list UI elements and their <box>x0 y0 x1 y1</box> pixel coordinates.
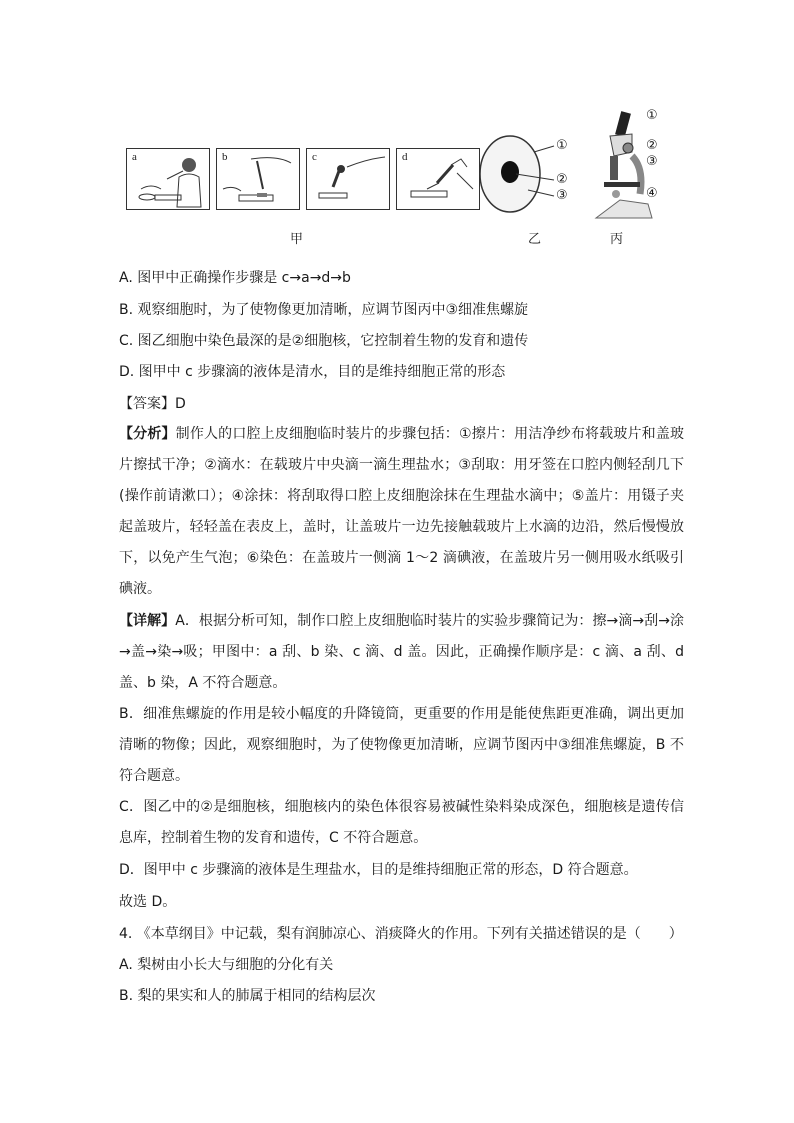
option-d: D. 图甲中 c 步骤滴的液体是清水，目的是维持细胞正常的形态 <box>119 364 506 380</box>
dropping-illustration <box>307 149 391 211</box>
detail-b: B．细准焦螺旋的作用是较小幅度的升降镜筒，更重要的作用是能使焦距更准确，调出更加清晰的物像；因此，观察细胞时，为了使物像更加清晰，应调节图丙中③细准焦螺旋，B 不符合题意。 <box>119 706 684 784</box>
cell-marker-2: ② <box>556 172 568 187</box>
staining-illustration <box>217 149 301 211</box>
analysis-tag: 【分析】 <box>119 426 176 442</box>
answer: 【答案】D <box>119 396 186 412</box>
panel-label: a <box>132 151 137 163</box>
panel-label: d <box>402 151 408 163</box>
cell-marker-1: ① <box>556 138 568 153</box>
experiment-figure <box>126 108 686 248</box>
scope-marker-3: ③ <box>646 154 658 169</box>
panel-label: b <box>222 151 228 163</box>
conclusion: 故选 D。 <box>119 894 177 910</box>
detail-a <box>119 606 684 699</box>
scraping-illustration <box>127 149 211 211</box>
panel-d <box>396 148 480 210</box>
detail-c: C．图乙中的②是细胞核，细胞核内的染色体很容易被碱性染料染成深色，细胞核是遗传信息库，控制着生物的发育和遗传，C 不符合题意。 <box>119 799 684 846</box>
option-b: B. 观察细胞时，为了使物像更加清晰，应调节图丙中③细准焦螺旋 <box>119 302 529 318</box>
caption-yi: 乙 <box>528 232 542 247</box>
detail-d: D．图甲中 c 步骤滴的液体是生理盐水，目的是维持细胞正常的形态，D 符合题意。 <box>119 862 638 878</box>
analysis-paragraph <box>119 419 684 605</box>
analysis-text: 制作人的口腔上皮细胞临时装片的步骤包括：①擦片：用洁净纱布将载玻片和盖玻片擦拭干净；②滴水：在载玻片中央滴一滴生理盐水；③刮取：用牙签在口腔内侧轻刮几下(操作前请漱口）；④涂抹：将刮取得口腔上皮细胞涂抹在生理盐水滴中；⑤盖片：用镊子夹起盖玻片，轻轻盖在表皮上，盖时，让盖玻片一边先接触载玻片上水滴的边沿，然后慢慢放下，以免产生气泡；⑥染色：在盖玻片一侧滴 1～2 滴碘液，在盖玻片另一侧用吸水纸吸引碘液。 <box>119 426 684 597</box>
question4-option-a: A. 梨树由小长大与细胞的分化有关 <box>119 957 334 973</box>
panel-label: c <box>312 151 317 163</box>
question4-stem: 4. 《本草纲目》中记载，梨有润肺凉心、消痰降火的作用。下列有关描述错误的是（ ） <box>119 926 683 942</box>
cell-marker-3: ③ <box>556 188 568 203</box>
panel-b <box>216 148 300 210</box>
panel-a <box>126 148 210 210</box>
coverslip-illustration <box>397 149 481 211</box>
panel-c <box>306 148 390 210</box>
detail-tag: 【详解】 <box>119 613 176 629</box>
question4-option-b: B. 梨的果实和人的肺属于相同的结构层次 <box>119 988 376 1004</box>
scope-marker-2: ② <box>646 138 658 153</box>
caption-jia: 甲 <box>290 232 304 247</box>
option-c: C. 图乙细胞中染色最深的是②细胞核，它控制着生物的发育和遗传 <box>119 333 529 349</box>
caption-bing: 丙 <box>610 232 624 247</box>
scope-marker-4: ④ <box>646 186 658 201</box>
detail-a-text: A．根据分析可知，制作口腔上皮细胞临时装片的实验步骤简记为：擦→滴→刮→涂→盖→染→吸；甲图中：a 刮、b 染、c 滴、d 盖。因此，正确操作顺序是：c 滴、a 刮、d 盖、b 染，A 不符合题意。 <box>119 613 684 691</box>
scope-marker-1: ① <box>646 108 658 123</box>
option-a: A. 图甲中正确操作步骤是 c→a→d→b <box>119 270 351 286</box>
